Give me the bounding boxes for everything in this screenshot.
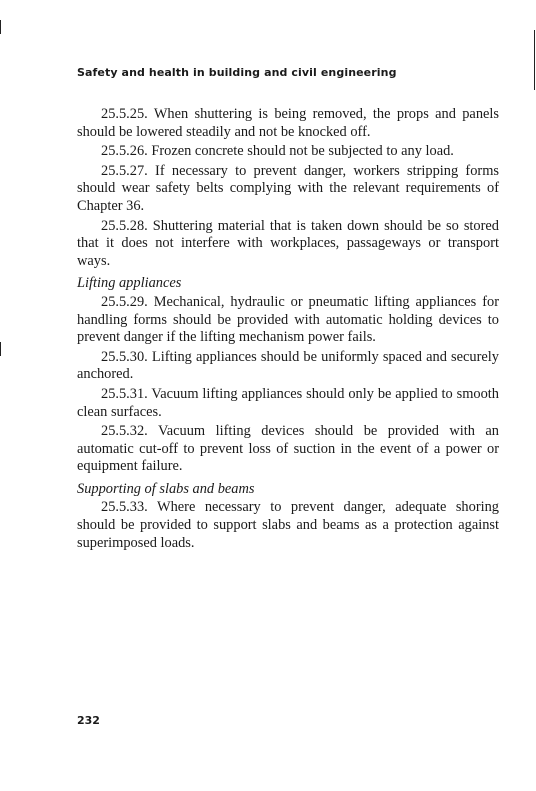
- paragraph: 25.5.27. If necessary to prevent danger, workers stripping forms should wear safety belts complying with the relevant requirements of Chapter 36.: [77, 162, 499, 214]
- running-head: Safety and health in building and civil engineering: [77, 66, 397, 79]
- paragraph: 25.5.29. Mechanical, hydraulic or pneumatic lifting appliances for handling forms should be provided with automatic holding devices to prevent danger if the lifting mechanism power fails.: [77, 293, 499, 346]
- left-edge-mark: [0, 20, 1, 34]
- paragraph: 25.5.31. Vacuum lifting appliances should only be applied to smooth clean surfaces.: [77, 385, 499, 420]
- paragraph: 25.5.28. Shuttering material that is taken down should be so stored that it does not interfere with workplaces, passageways or transport ways.: [77, 217, 499, 269]
- section-heading: Lifting appliances: [77, 275, 182, 292]
- paragraph: 25.5.30. Lifting appliances should be uniformly spaced and securely anchored.: [77, 348, 499, 383]
- page-number: 232: [77, 714, 100, 727]
- section-heading: Supporting of slabs and beams: [77, 480, 255, 497]
- paragraph: 25.5.26. Frozen concrete should not be subjected to any load.: [101, 143, 454, 160]
- left-edge-mark: [0, 342, 1, 356]
- right-edge-mark: [534, 30, 535, 90]
- paragraph: 25.5.25. When shuttering is being removed, the props and panels should be lowered steadily and not be knocked off.: [77, 106, 499, 140]
- paragraph: 25.5.32. Vacuum lifting devices should be provided with an automatic cut-off to prevent loss of suction in the event of a power or equipment failure.: [77, 423, 499, 475]
- body-text: [77, 106, 499, 554]
- paragraph: 25.5.33. Where necessary to prevent danger, adequate shoring should be provided to support slabs and beams as a protection against superimposed loads.: [77, 499, 499, 551]
